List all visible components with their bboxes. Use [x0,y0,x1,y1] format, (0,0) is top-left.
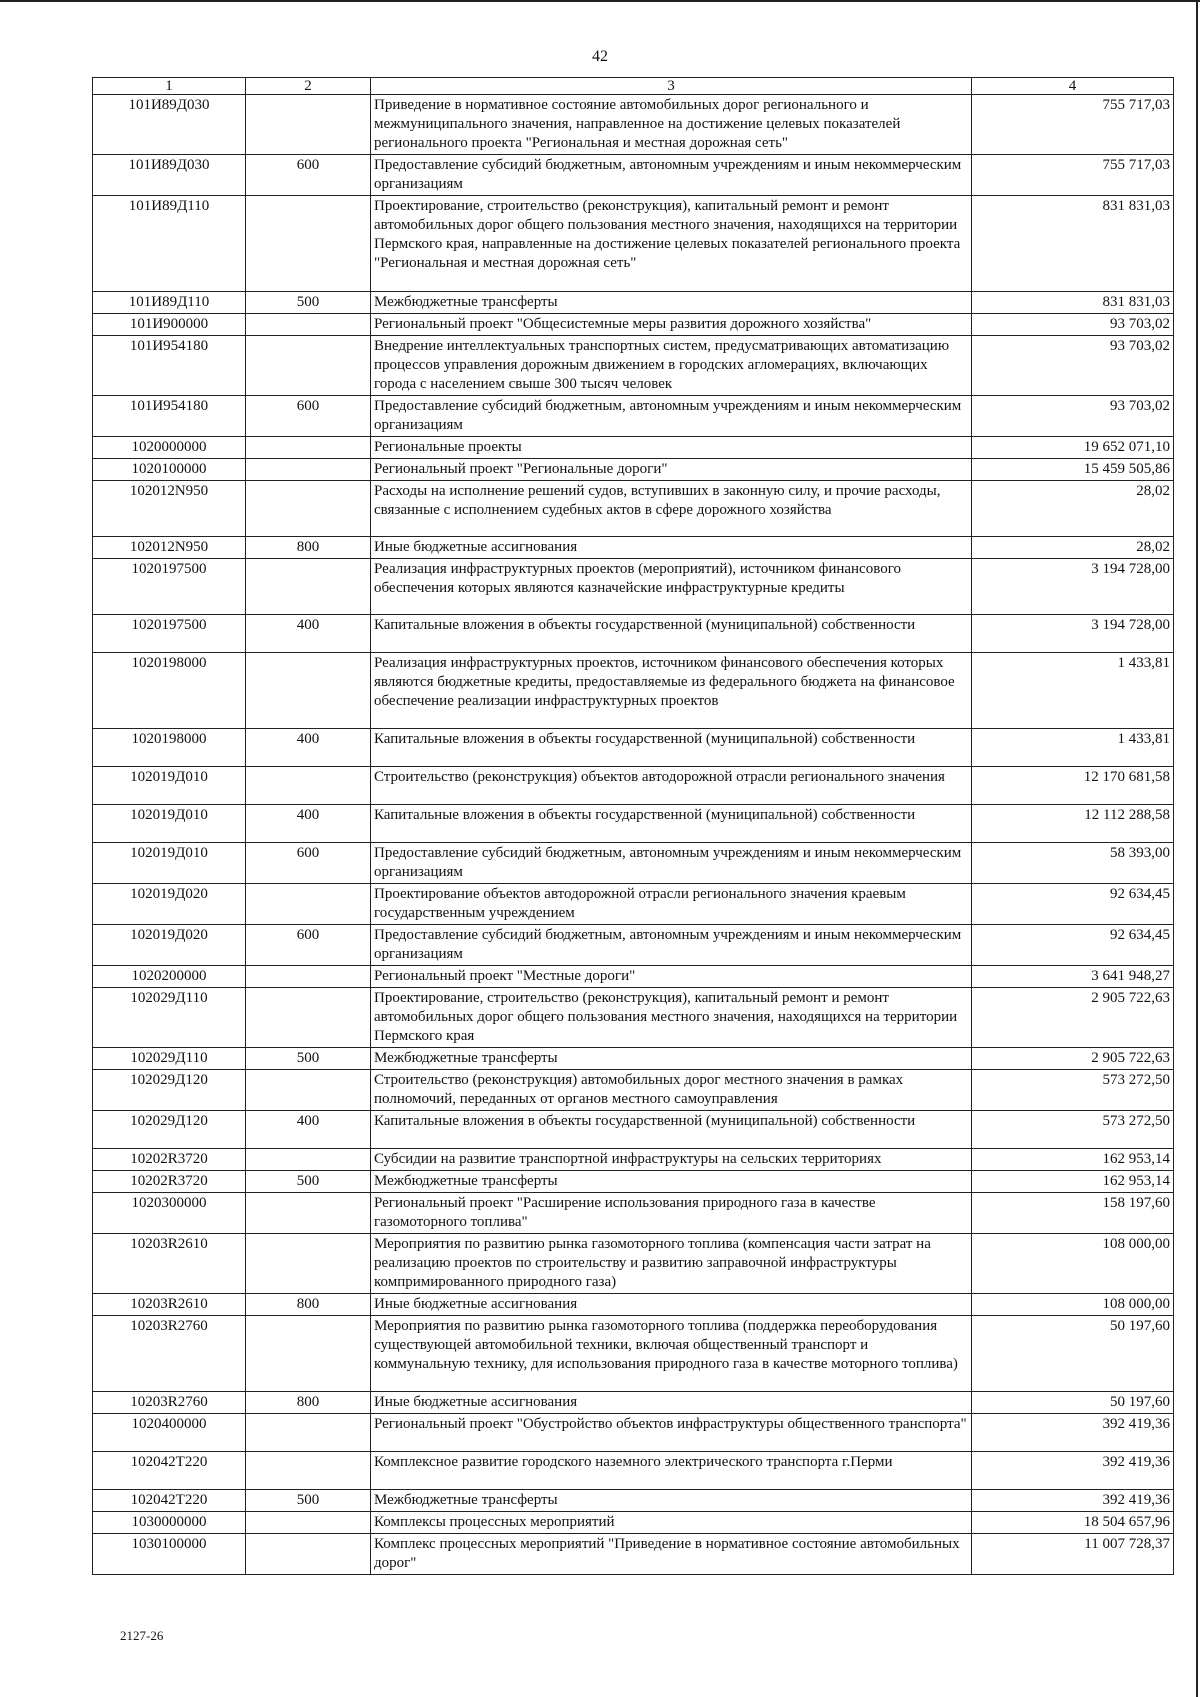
item-name-cell: Комплекс процессных мероприятий "Приведение в нормативное состояние автомобильных дорог" [371,1534,972,1575]
target-code-cell: 102019Д020 [93,884,246,925]
expense-type-cell [246,336,371,396]
expense-type-cell [246,1534,371,1575]
amount-cell: 93 703,02 [972,336,1174,396]
expense-type-cell: 800 [246,1392,371,1414]
amount-cell: 3 194 728,00 [972,559,1174,615]
expense-type-cell [246,988,371,1048]
amount-cell: 2 905 722,63 [972,1048,1174,1070]
target-code-cell: 1020198000 [93,653,246,729]
target-code-cell: 1030000000 [93,1512,246,1534]
item-name-cell: Комплексное развитие городского наземного электрического транспорта г.Перми [371,1452,972,1490]
target-code-cell: 101И954180 [93,396,246,437]
expense-type-cell [246,1414,371,1452]
target-code-cell: 101И900000 [93,314,246,336]
item-name-cell: Приведение в нормативное состояние автомобильных дорог регионального и межмуниципального значения, направленное на достижение целевых показателей регионального проекта "Региональная и местная дорожная сеть" [371,95,972,155]
table-row [93,1392,1174,1414]
target-code-cell: 10203R2760 [93,1392,246,1414]
item-name-cell: Региональные проекты [371,437,972,459]
expense-type-cell [246,481,371,537]
amount-cell: 108 000,00 [972,1294,1174,1316]
target-code-cell: 102012N950 [93,481,246,537]
expense-type-cell: 400 [246,805,371,843]
amount-cell: 108 000,00 [972,1234,1174,1294]
table-row [93,481,1174,537]
item-name-cell: Региональный проект "Обустройство объектов инфраструктуры общественного транспорта" [371,1414,972,1452]
amount-cell: 12 112 288,58 [972,805,1174,843]
table-row [93,155,1174,196]
item-name-cell: Региональный проект "Местные дороги" [371,966,972,988]
expense-type-cell: 600 [246,396,371,437]
item-name-cell: Реализация инфраструктурных проектов (мероприятий), источником финансового обеспечения которых являются казначейские инфраструктурные кредиты [371,559,972,615]
table-row [93,314,1174,336]
target-code-cell: 102012N950 [93,537,246,559]
table-row [93,95,1174,155]
item-name-cell: Расходы на исполнение решений судов, вступивших в законную силу, и прочие расходы, связанные с исполнением судебных актов в сфере дорожного хозяйства [371,481,972,537]
item-name-cell: Иные бюджетные ассигнования [371,537,972,559]
amount-cell: 11 007 728,37 [972,1534,1174,1575]
item-name-cell: Иные бюджетные ассигнования [371,1294,972,1316]
table-row [93,988,1174,1048]
item-name-cell: Региональный проект "Региональные дороги" [371,459,972,481]
item-name-cell: Межбюджетные трансферты [371,1490,972,1512]
amount-cell: 392 419,36 [972,1452,1174,1490]
amount-cell: 392 419,36 [972,1490,1174,1512]
amount-cell: 755 717,03 [972,155,1174,196]
table-header-row [93,78,1174,95]
table-row [93,966,1174,988]
target-code-cell: 102029Д120 [93,1111,246,1149]
expense-type-cell: 400 [246,729,371,767]
amount-cell: 3 194 728,00 [972,615,1174,653]
expense-type-cell: 600 [246,843,371,884]
expense-type-cell [246,1316,371,1392]
table-row [93,843,1174,884]
column-header-1: 1 [93,78,246,95]
table-row [93,1294,1174,1316]
item-name-cell: Реализация инфраструктурных проектов, источником финансового обеспечения которых являются бюджетные кредиты, предоставляемые из федерального бюджета на финансовое обеспечение реализации инфраструктурных проектов [371,653,972,729]
item-name-cell: Строительство (реконструкция) объектов автодорожной отрасли регионального значения [371,767,972,805]
item-name-cell: Предоставление субсидий бюджетным, автономным учреждениям и иным некоммерческим организациям [371,843,972,884]
item-name-cell: Региональный проект "Общесистемные меры развития дорожного хозяйства" [371,314,972,336]
target-code-cell: 102029Д110 [93,988,246,1048]
amount-cell: 158 197,60 [972,1193,1174,1234]
expense-type-cell: 600 [246,155,371,196]
expense-type-cell [246,1193,371,1234]
table-row [93,1534,1174,1575]
table-row [93,1316,1174,1392]
page-right-border [1196,0,1198,1697]
item-name-cell: Предоставление субсидий бюджетным, автономным учреждениям и иным некоммерческим организациям [371,155,972,196]
table-row [93,884,1174,925]
target-code-cell: 1020000000 [93,437,246,459]
table-row [93,1149,1174,1171]
table-row [93,805,1174,843]
amount-cell: 162 953,14 [972,1171,1174,1193]
amount-cell: 92 634,45 [972,884,1174,925]
expense-type-cell: 400 [246,615,371,653]
item-name-cell: Комплексы процессных мероприятий [371,1512,972,1534]
amount-cell: 93 703,02 [972,396,1174,437]
column-header-3: 3 [371,78,972,95]
expense-type-cell [246,1452,371,1490]
item-name-cell: Капитальные вложения в объекты государственной (муниципальной) собственности [371,805,972,843]
expense-type-cell: 800 [246,537,371,559]
target-code-cell: 1030100000 [93,1534,246,1575]
expense-type-cell: 500 [246,1490,371,1512]
page-number: 42 [592,48,608,65]
target-code-cell: 1020197500 [93,559,246,615]
expense-type-cell [246,95,371,155]
expense-type-cell: 400 [246,1111,371,1149]
amount-cell: 18 504 657,96 [972,1512,1174,1534]
item-name-cell: Мероприятия по развитию рынка газомоторного топлива (компенсация части затрат на реализацию проектов по строительству и развитию заправочной инфраструктуры компримированного природного газа) [371,1234,972,1294]
target-code-cell: 102019Д020 [93,925,246,966]
amount-cell: 3 641 948,27 [972,966,1174,988]
amount-cell: 392 419,36 [972,1414,1174,1452]
item-name-cell: Региональный проект "Расширение использования природного газа в качестве газомоторного топлива" [371,1193,972,1234]
target-code-cell: 10202R3720 [93,1149,246,1171]
target-code-cell: 102029Д120 [93,1070,246,1111]
table-row [93,1234,1174,1294]
amount-cell: 573 272,50 [972,1070,1174,1111]
item-name-cell: Внедрение интеллектуальных транспортных систем, предусматривающих автоматизацию процессов управления дорожным движением в городских агломерациях, включающих города с населением свыше 300 тысяч человек [371,336,972,396]
amount-cell: 2 905 722,63 [972,988,1174,1048]
amount-cell: 1 433,81 [972,653,1174,729]
expense-type-cell: 600 [246,925,371,966]
table-row [93,1452,1174,1490]
target-code-cell: 1020100000 [93,459,246,481]
table-row [93,1490,1174,1512]
table-row [93,1414,1174,1452]
item-name-cell: Межбюджетные трансферты [371,1171,972,1193]
table-row [93,1111,1174,1149]
target-code-cell: 101И89Д030 [93,155,246,196]
expense-type-cell: 500 [246,292,371,314]
amount-cell: 831 831,03 [972,292,1174,314]
column-header-4: 4 [972,78,1174,95]
amount-cell: 19 652 071,10 [972,437,1174,459]
item-name-cell: Предоставление субсидий бюджетным, автономным учреждениям и иным некоммерческим организациям [371,396,972,437]
table-row [93,1171,1174,1193]
amount-cell: 12 170 681,58 [972,767,1174,805]
target-code-cell: 101И89Д110 [93,292,246,314]
table-row [93,537,1174,559]
expense-type-cell [246,884,371,925]
table-row [93,729,1174,767]
column-header-2: 2 [246,78,371,95]
item-name-cell: Проектирование объектов автодорожной отрасли регионального значения краевым государственным учреждением [371,884,972,925]
target-code-cell: 1020200000 [93,966,246,988]
table-row [93,925,1174,966]
expense-type-cell [246,767,371,805]
target-code-cell: 101И89Д110 [93,196,246,292]
item-name-cell: Межбюджетные трансферты [371,1048,972,1070]
table-row [93,459,1174,481]
expense-type-cell: 500 [246,1048,371,1070]
table-body [93,95,1174,1575]
target-code-cell: 102019Д010 [93,843,246,884]
amount-cell: 50 197,60 [972,1316,1174,1392]
expense-type-cell [246,1512,371,1534]
target-code-cell: 102029Д110 [93,1048,246,1070]
target-code-cell: 10203R2610 [93,1294,246,1316]
table-row [93,437,1174,459]
item-name-cell: Строительство (реконструкция) автомобильных дорог местного значения в рамках полномочий, переданных от органов местного самоуправления [371,1070,972,1111]
table-row [93,1070,1174,1111]
target-code-cell: 101И954180 [93,336,246,396]
expense-type-cell [246,559,371,615]
amount-cell: 755 717,03 [972,95,1174,155]
document-code: 2127-26 [120,1628,164,1643]
table-row [93,615,1174,653]
item-name-cell: Иные бюджетные ассигнования [371,1392,972,1414]
expense-type-cell: 800 [246,1294,371,1316]
expense-type-cell [246,314,371,336]
target-code-cell: 10203R2610 [93,1234,246,1294]
item-name-cell: Капитальные вложения в объекты государственной (муниципальной) собственности [371,729,972,767]
table-row [93,336,1174,396]
item-name-cell: Предоставление субсидий бюджетным, автономным учреждениям и иным некоммерческим организациям [371,925,972,966]
target-code-cell: 101И89Д030 [93,95,246,155]
table-row [93,1048,1174,1070]
table-row [93,396,1174,437]
target-code-cell: 1020197500 [93,615,246,653]
item-name-cell: Капитальные вложения в объекты государственной (муниципальной) собственности [371,615,972,653]
table-row [93,1512,1174,1534]
expense-type-cell [246,1149,371,1171]
budget-table [92,77,1174,1575]
expense-type-cell: 500 [246,1171,371,1193]
target-code-cell: 10203R2760 [93,1316,246,1392]
item-name-cell: Субсидии на развитие транспортной инфраструктуры на сельских территориях [371,1149,972,1171]
table-row [93,292,1174,314]
expense-type-cell [246,1070,371,1111]
target-code-cell: 1020198000 [93,729,246,767]
item-name-cell: Межбюджетные трансферты [371,292,972,314]
amount-cell: 1 433,81 [972,729,1174,767]
amount-cell: 15 459 505,86 [972,459,1174,481]
table-row [93,653,1174,729]
expense-type-cell [246,1234,371,1294]
target-code-cell: 1020400000 [93,1414,246,1452]
target-code-cell: 102019Д010 [93,805,246,843]
amount-cell: 50 197,60 [972,1392,1174,1414]
target-code-cell: 1020300000 [93,1193,246,1234]
target-code-cell: 102019Д010 [93,767,246,805]
amount-cell: 92 634,45 [972,925,1174,966]
item-name-cell: Проектирование, строительство (реконструкция), капитальный ремонт и ремонт автомобильных дорог общего пользования местного значения, находящихся на территории Пермского края [371,988,972,1048]
amount-cell: 28,02 [972,481,1174,537]
table-row [93,196,1174,292]
page-top-border [0,0,1200,2]
item-name-cell: Капитальные вложения в объекты государственной (муниципальной) собственности [371,1111,972,1149]
item-name-cell: Мероприятия по развитию рынка газомоторного топлива (поддержка переоборудования существующей автомобильной техники, включая общественный транспорт и коммунальную технику, для использования природного газа в качестве моторного топлива) [371,1316,972,1392]
expense-type-cell [246,437,371,459]
expense-type-cell [246,653,371,729]
amount-cell: 28,02 [972,537,1174,559]
target-code-cell: 10202R3720 [93,1171,246,1193]
item-name-cell: Проектирование, строительство (реконструкция), капитальный ремонт и ремонт автомобильных дорог общего пользования местного значения, находящихся на территории Пермского края, направленные на достижение целевых показателей регионального проекта "Региональная и местная дорожная сеть" [371,196,972,292]
amount-cell: 93 703,02 [972,314,1174,336]
amount-cell: 162 953,14 [972,1149,1174,1171]
expense-type-cell [246,459,371,481]
amount-cell: 831 831,03 [972,196,1174,292]
amount-cell: 58 393,00 [972,843,1174,884]
amount-cell: 573 272,50 [972,1111,1174,1149]
target-code-cell: 102042Т220 [93,1490,246,1512]
table-row [93,767,1174,805]
table-row [93,1193,1174,1234]
target-code-cell: 102042Т220 [93,1452,246,1490]
expense-type-cell [246,196,371,292]
expense-type-cell [246,966,371,988]
table-row [93,559,1174,615]
